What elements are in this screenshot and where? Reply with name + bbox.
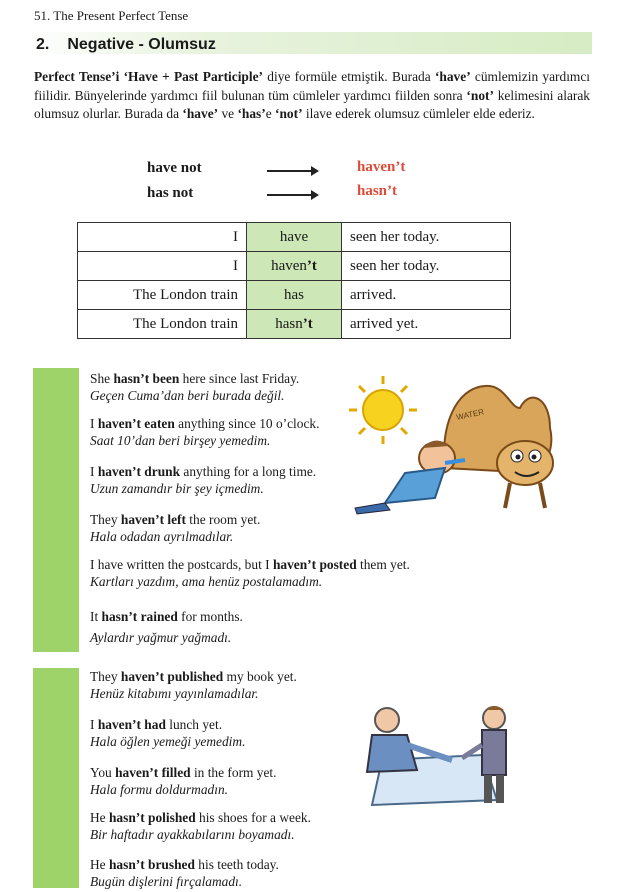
example-sentence bbox=[90, 415, 319, 449]
page-header: 51. The Present Perfect Tense bbox=[34, 8, 189, 23]
example-turkish: Hala odadan ayrılmadılar. bbox=[90, 529, 234, 544]
example-english: I haven’t eaten anything since 10 o’clock. bbox=[90, 416, 320, 431]
contraction-forms bbox=[147, 160, 447, 210]
table-row bbox=[78, 310, 511, 339]
table-cell-rest: seen her today. bbox=[342, 223, 511, 252]
man-lying-icon bbox=[355, 440, 465, 514]
example-sentence bbox=[90, 809, 311, 843]
green-margin-strip bbox=[33, 368, 79, 652]
table-cell-auxiliary: have bbox=[247, 223, 342, 252]
table-cell-rest: arrived. bbox=[342, 281, 511, 310]
intro-paragraph: Perfect Tense’i ‘Have + Past Participle’ diye formüle etmiştik. Burada ‘have’ cümlemizin yardımcı fiilidir. Bünyelerinde yardımcı fiil bulunan tüm cümleler yardımcı fiilden sonra ‘not’ kelimesini alarak olumsuz olurlar. Burada da ‘have’ ve ‘has’e ‘not’ ilave ederek olumsuz cümleler elde ederiz. bbox=[34, 69, 590, 121]
example-sentence bbox=[90, 463, 316, 497]
example-english: It hasn’t rained for months. bbox=[90, 609, 243, 624]
example-sentence bbox=[90, 608, 243, 646]
camel-icon bbox=[444, 386, 553, 508]
sun-icon bbox=[349, 376, 417, 444]
example-turkish: Henüz kitabımı yayınlamadılar. bbox=[90, 686, 259, 701]
example-turkish: Bugün dişlerini fırçalamadı. bbox=[90, 874, 243, 889]
table-cell-auxiliary: haven’t bbox=[247, 252, 342, 281]
example-english: They haven’t left the room yet. bbox=[90, 512, 261, 527]
form-full-have-not: have not bbox=[147, 160, 202, 176]
section-title bbox=[36, 36, 216, 54]
table-cell-subject: The London train bbox=[78, 310, 247, 339]
table-cell-auxiliary: hasn’t bbox=[247, 310, 342, 339]
example-sentence bbox=[90, 856, 279, 890]
example-sentence bbox=[90, 556, 410, 590]
table-cell-subject: I bbox=[78, 223, 247, 252]
intro-lead: Perfect Tense’i ‘Have + Past Participle’ bbox=[34, 69, 264, 84]
example-sentence bbox=[90, 716, 245, 750]
form-full-has-not: has not bbox=[147, 185, 194, 201]
example-turkish: Hala formu doldurmadın. bbox=[90, 782, 229, 797]
example-english: He hasn’t brushed his teeth today. bbox=[90, 857, 279, 872]
table-cell-subject: I bbox=[78, 252, 247, 281]
table-cell-rest: arrived yet. bbox=[342, 310, 511, 339]
example-english: He hasn’t polished his shoes for a week. bbox=[90, 810, 311, 825]
form-short-hasnt: hasn’t bbox=[357, 183, 398, 199]
grammar-table bbox=[77, 222, 511, 339]
example-english: They haven’t published my book yet. bbox=[90, 669, 297, 684]
example-english: I have written the postcards, but I haven’t posted them yet. bbox=[90, 557, 410, 572]
example-sentence bbox=[90, 668, 297, 702]
arrow-right-icon bbox=[267, 194, 317, 196]
table-row bbox=[78, 281, 511, 310]
form-short-havent: haven’t bbox=[357, 159, 406, 175]
table-cell-rest: seen her today. bbox=[342, 252, 511, 281]
example-turkish: Geçen Cuma’dan beri burada değil. bbox=[90, 388, 285, 403]
example-english: I haven’t had lunch yet. bbox=[90, 717, 223, 732]
two-men-form-illustration bbox=[362, 700, 522, 810]
example-turkish: Uzun zamandır bir şey içmedim. bbox=[90, 481, 264, 496]
example-turkish: Kartları yazdım, ama henüz postalamadım. bbox=[90, 574, 323, 589]
arrow-right-icon bbox=[267, 170, 317, 172]
table-row bbox=[78, 252, 511, 281]
example-sentence bbox=[90, 511, 260, 545]
example-sentence bbox=[90, 764, 277, 798]
section-title-text: Negative - Olumsuz bbox=[67, 36, 216, 53]
thirsty-man-camel-illustration bbox=[345, 368, 575, 518]
green-margin-strip bbox=[33, 668, 79, 888]
section-number: 2. bbox=[36, 36, 50, 53]
example-turkish: Aylardır yağmur yağmadı. bbox=[90, 630, 232, 645]
example-english: You haven’t filled in the form yet. bbox=[90, 765, 277, 780]
table-cell-subject: The London train bbox=[78, 281, 247, 310]
example-turkish: Saat 10’dan beri birşey yemedim. bbox=[90, 433, 271, 448]
table-cell-auxiliary: has bbox=[247, 281, 342, 310]
water-label: WATER bbox=[455, 407, 485, 422]
example-english: I haven’t drunk anything for a long time. bbox=[90, 464, 317, 479]
example-sentence bbox=[90, 370, 299, 404]
table-row bbox=[78, 223, 511, 252]
example-turkish: Hala öğlen yemeği yemedim. bbox=[90, 734, 246, 749]
example-english: She hasn’t been here since last Friday. bbox=[90, 371, 300, 386]
example-turkish: Bir haftadır ayakkabılarını boyamadı. bbox=[90, 827, 295, 842]
